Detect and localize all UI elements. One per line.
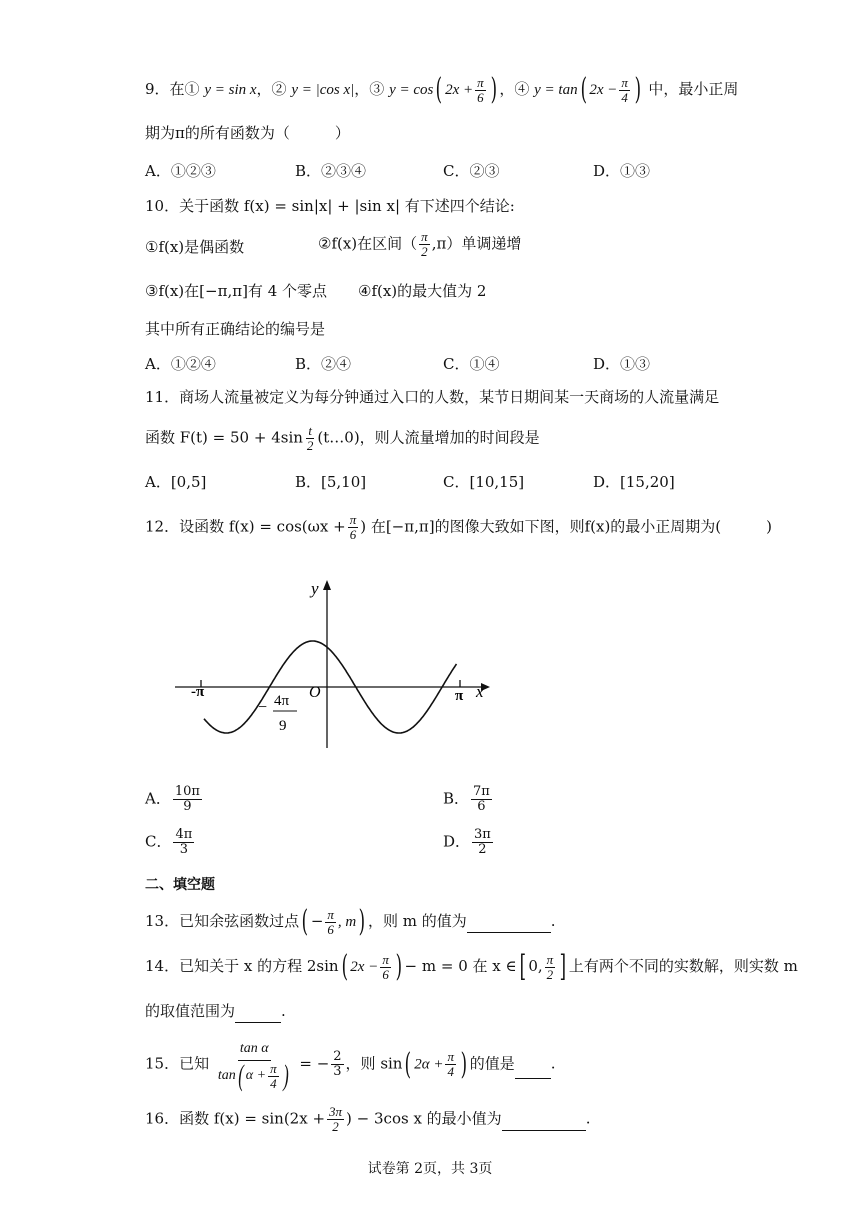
q14-line2-text: 的取值范围为 — [145, 1002, 236, 1020]
y-axis-label: y — [311, 579, 319, 598]
paren-open: ( — [435, 72, 443, 107]
q14-frac — [380, 953, 391, 982]
q11-frac — [305, 424, 316, 453]
frac-num: π — [349, 512, 357, 527]
q15-answer-blank[interactable] — [515, 1050, 551, 1079]
q12-option-d[interactable] — [443, 828, 495, 857]
q10-option-a[interactable]: A．①②④ — [145, 355, 216, 373]
x-axis-label: x — [476, 682, 484, 701]
q12-option-b[interactable] — [443, 785, 494, 814]
frac-num: 4π — [175, 827, 193, 842]
frac-den: 2 — [421, 244, 428, 259]
paren-close: ) — [395, 949, 402, 984]
q9-option-c[interactable]: C．②③ — [443, 162, 500, 180]
option-frac — [173, 828, 194, 857]
q9-sep: ，③ — [354, 80, 385, 98]
q15-bot-frac — [268, 1062, 279, 1091]
q14-end: . — [281, 1002, 286, 1020]
q15-inner: 2α + — [414, 1056, 444, 1073]
q13-answer-blank[interactable] — [467, 910, 551, 933]
q13-head: 13．已知余弦函数过点 — [145, 912, 300, 930]
q12-stem-tail: ) 在[−π,π]的图像大致如下图，则f(x)的最小正周期为( ) — [360, 517, 773, 536]
option-prefix: D． — [443, 832, 471, 851]
frac-num: 3π — [329, 1104, 343, 1119]
q12-option-c[interactable] — [145, 828, 196, 857]
q12-option-a[interactable] — [145, 785, 204, 814]
q15-tail: 的值是 — [469, 1054, 515, 1073]
frac-num: π — [327, 906, 334, 922]
frac-num: π — [621, 74, 628, 90]
frac-den: 6 — [477, 89, 484, 105]
zero-label-den: 9 — [279, 718, 287, 734]
paren-close: ) — [634, 72, 641, 107]
q14-tail: 上有两个不同的实数解，则实数 m — [568, 957, 798, 975]
option-prefix: C． — [145, 832, 172, 851]
q11-option-b[interactable]: B．[5,10] — [295, 473, 367, 491]
q15-inner-frac — [445, 1050, 456, 1079]
frac-den: 3 — [333, 1064, 342, 1079]
q16-frac — [327, 1105, 344, 1134]
q9-func-3-frac — [475, 76, 486, 105]
frac-den: 4 — [270, 1075, 277, 1091]
tick-label-pi: π — [455, 688, 464, 704]
frac-num: π — [421, 229, 428, 244]
q16-head: 16．函数 f(x) = sin(2x + — [145, 1109, 326, 1128]
q11-line2 — [145, 424, 540, 453]
paren-close: ) — [282, 1059, 289, 1092]
q9-func-1: y = sin x — [204, 82, 257, 98]
frac-den — [216, 1061, 293, 1091]
tick-label-neg-pi: -π — [191, 684, 205, 700]
bracket-open: [ — [519, 949, 526, 984]
q10-option-b[interactable]: B．②④ — [295, 355, 352, 373]
q14-answer-blank[interactable] — [235, 1000, 281, 1023]
frac-num: π — [270, 1060, 277, 1076]
paren-open: ( — [341, 949, 348, 984]
paren-open: ( — [580, 72, 587, 107]
q9-func-4-head: y = tan — [534, 82, 578, 98]
q13-point-tail: , m — [337, 914, 357, 930]
q14-interval-frac — [545, 953, 556, 982]
q9-lead: 在① — [169, 80, 200, 98]
option-prefix: A． — [145, 789, 171, 808]
section-heading: 二、填空题 — [145, 877, 215, 893]
q13-minus: − — [310, 912, 324, 930]
q12-stem — [145, 513, 772, 542]
q12-stem-head: 12．设函数 f(x) = cos(ωx + — [145, 517, 346, 536]
q10-conclusion-4: ④f(x)的最大值为 2 — [358, 282, 487, 300]
q12-stem-frac — [348, 513, 359, 542]
q9-tail: 中，最小正周 — [648, 80, 739, 98]
q11-func-head: 函数 F(t) = 50 + 4sin — [145, 428, 303, 447]
q13-frac — [325, 908, 336, 937]
q9-number: 9． — [145, 80, 170, 98]
q15-bot-inner: α + — [245, 1068, 267, 1084]
frac-den: 2 — [478, 842, 487, 857]
q15-end: . — [550, 1054, 556, 1073]
q14-line1 — [145, 949, 798, 984]
frac-num: π — [382, 951, 389, 967]
q10-option-c[interactable]: C．①④ — [443, 355, 500, 373]
frac-den: 6 — [477, 799, 486, 814]
q10-conclusion-1: ①f(x)是偶函数 — [145, 238, 245, 256]
q16-answer-blank[interactable] — [502, 1108, 586, 1131]
paren-close: ) — [490, 72, 497, 107]
frac-num: 10π — [174, 784, 200, 799]
option-frac — [173, 785, 202, 814]
frac-num: π — [546, 951, 554, 967]
frac-den: 2 — [332, 1119, 339, 1134]
frac-den: 6 — [382, 966, 389, 982]
frac-den: 9 — [183, 799, 192, 814]
frac-num: 7π — [473, 784, 490, 799]
q11-option-c[interactable]: C．[10,15] — [443, 473, 525, 491]
page-footer: 试卷第 2页，共 3页 — [367, 1161, 493, 1177]
q16-end: . — [585, 1109, 591, 1128]
q11-stem: 11．商场人流量被定义为每分钟通过入口的人数，某节日期间某一天商场的人流量满足 — [145, 388, 720, 406]
q14-interval-head: 0, — [528, 957, 543, 975]
q10-c2-frac — [419, 230, 430, 259]
q16-line — [145, 1105, 590, 1134]
q14-inner: 2x − — [350, 959, 379, 975]
q15-bot-head: tan — [217, 1068, 236, 1084]
q15-head: 15．已知 — [145, 1054, 210, 1073]
q13-end: . — [550, 912, 556, 930]
q9-line1 — [145, 72, 739, 107]
q10-ask: 其中所有正确结论的编号是 — [145, 320, 326, 338]
q13-line — [145, 904, 556, 939]
q9-option-b[interactable]: B．②③④ — [295, 162, 367, 180]
q9-line2: 期为π的所有函数为（ ） — [145, 124, 350, 142]
q10-c2-tail: ,π）单调递增 — [431, 234, 522, 253]
y-axis-arrow — [323, 580, 331, 590]
q9-func-3-inner: 2x + — [445, 82, 474, 98]
frac-den: 3 — [179, 842, 189, 857]
q9-func-4-frac — [619, 76, 630, 105]
q11-option-d[interactable]: D．[15,20] — [593, 473, 675, 491]
option-prefix: B． — [443, 789, 470, 808]
frac-num: 3π — [474, 827, 491, 842]
q14-head: 14．已知关于 x 的方程 2sin — [145, 957, 339, 975]
q9-option-a[interactable]: A．①②③ — [145, 162, 216, 180]
frac-den: 4 — [447, 1064, 454, 1079]
frac-den: 2 — [306, 438, 314, 453]
q14-mid: − m = 0 在 x ∈ — [404, 957, 517, 975]
q10-stem: 10．关于函数 f(x) = sin|x| + |sin x| 有下述四个结论: — [145, 197, 515, 215]
q9-func-3-head: y = cos — [389, 82, 434, 98]
option-frac — [471, 785, 492, 814]
q15-mid: ，则 sin — [345, 1054, 403, 1073]
q13-tail: ，则 m 的值为 — [367, 912, 467, 930]
paren-open: ( — [301, 904, 309, 939]
zero-label-num: 4π — [274, 693, 290, 709]
q15-line — [145, 1038, 555, 1091]
q15-eq: = − — [299, 1054, 330, 1073]
q10-conclusion-2 — [318, 230, 521, 259]
q9-sep: ，④ — [499, 80, 530, 98]
paren-close: ) — [358, 904, 366, 939]
zero-label-sign: − — [258, 699, 268, 716]
q12-cosine-graph — [0, 570, 860, 770]
q9-func-2: y = |cos x| — [291, 82, 355, 98]
origin-label: O — [309, 684, 321, 701]
q16-tail: ) − 3cos x 的最小值为 — [346, 1109, 502, 1128]
q15-rhs-frac — [331, 1050, 343, 1079]
frac-num: π — [477, 74, 484, 90]
frac-num: t — [308, 423, 312, 438]
q10-c2-head: ②f(x)在区间（ — [318, 234, 418, 253]
q9-func-4-inner: 2x − — [589, 82, 618, 98]
frac-den: 2 — [546, 966, 554, 982]
frac-num: tan α — [238, 1038, 271, 1061]
bracket-close: ] — [559, 949, 567, 984]
q11-option-a[interactable]: A．[0,5] — [145, 473, 207, 491]
paren-open: ( — [238, 1059, 244, 1092]
paren-open: ( — [405, 1046, 412, 1082]
q14-line2 — [145, 1000, 286, 1023]
q15-main-frac — [216, 1038, 293, 1091]
q9-sep: ，② — [256, 80, 287, 98]
frac-den: 6 — [327, 921, 334, 937]
paren-close: ) — [460, 1046, 468, 1082]
q11-func-tail: (t…0)，则人流量增加的时间段是 — [317, 428, 540, 447]
frac-den: 6 — [349, 527, 357, 542]
frac-num: π — [447, 1049, 454, 1064]
q10-option-d[interactable]: D．①③ — [593, 355, 651, 373]
frac-den: 4 — [621, 89, 628, 105]
q10-conclusion-3: ③f(x)在[−π,π]有 4 个零点 — [145, 282, 328, 300]
q9-option-d[interactable]: D．①③ — [593, 162, 651, 180]
option-frac — [472, 828, 493, 857]
frac-num: 2 — [333, 1049, 342, 1064]
